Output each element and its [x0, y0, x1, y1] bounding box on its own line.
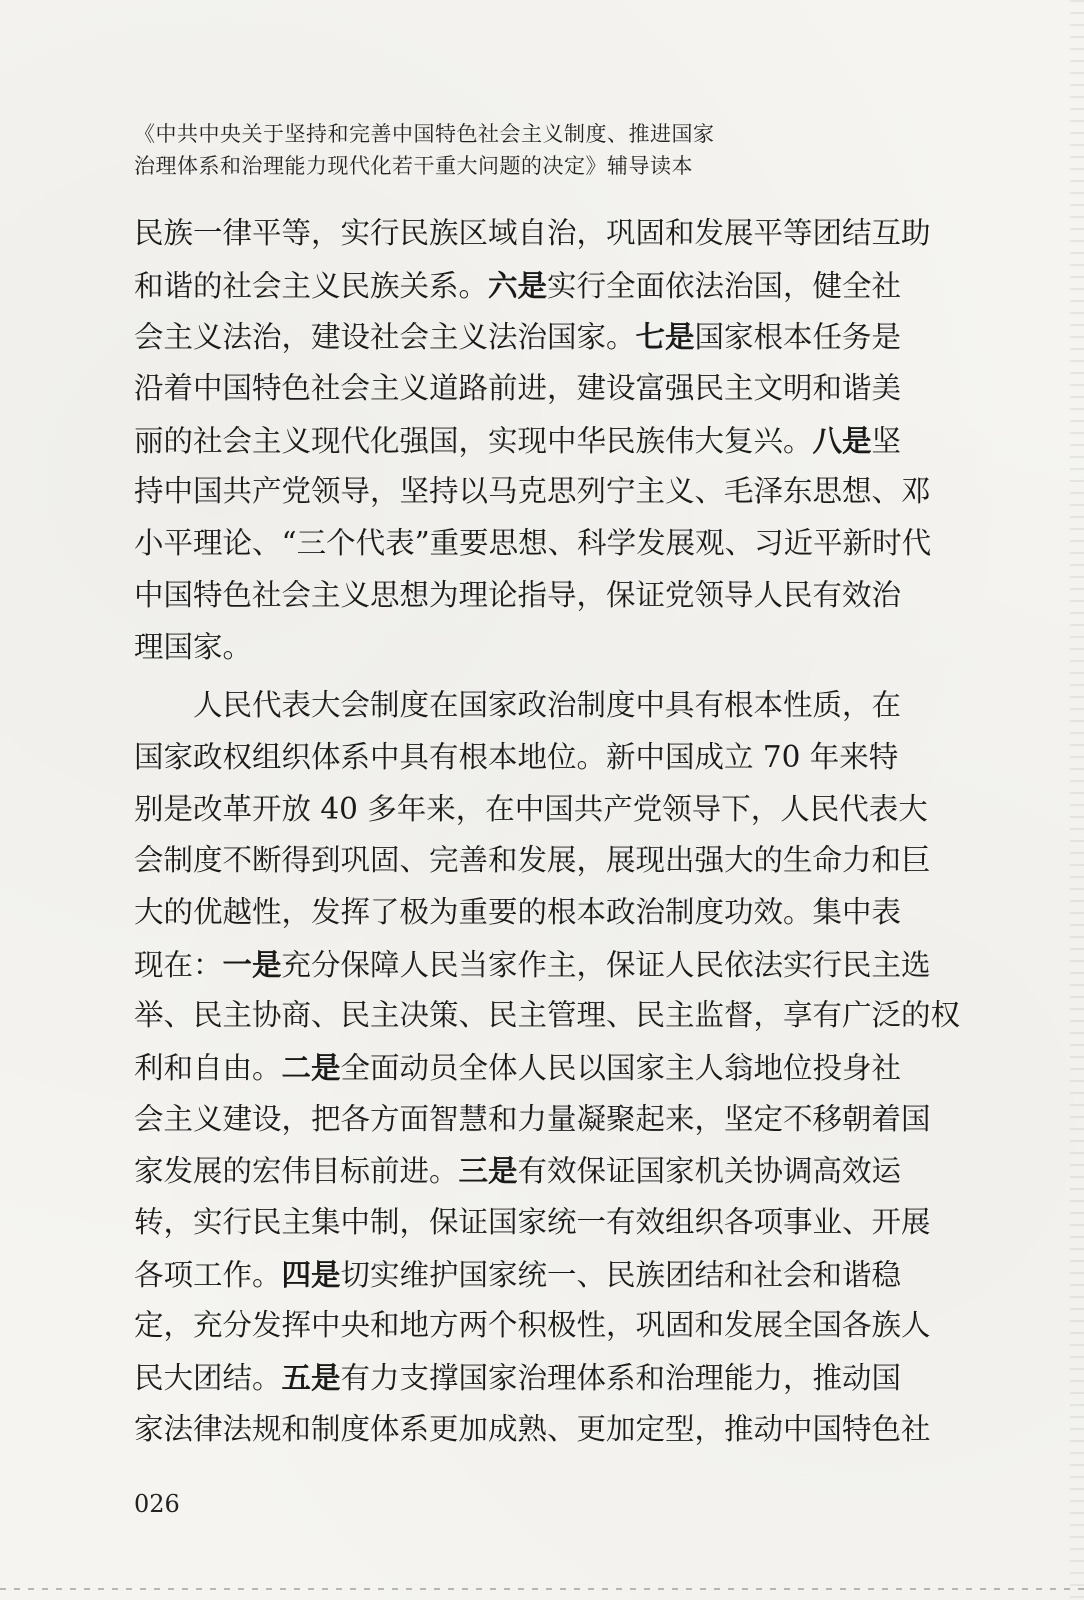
bold-lead: 四是: [281, 1256, 341, 1292]
bold-lead: 六是: [488, 267, 548, 303]
text-line: 大的优越性，发挥了极为重要的根本政治制度功效。集中表: [134, 894, 902, 929]
text-line: 会主义建设，把各方面智慧和力量凝聚起来，坚定不移朝着国: [134, 1101, 931, 1136]
bold-lead: 三是: [458, 1153, 518, 1189]
text-span: 民大团结。: [134, 1361, 282, 1396]
text-line: 理国家。: [134, 629, 253, 664]
bold-lead: 五是: [281, 1360, 341, 1396]
running-header-line-2: 治理体系和治理能力现代化若干重大问题的决定》辅导读本: [134, 154, 693, 178]
text-line: [134, 415, 954, 467]
text-line: 持中国共产党领导，坚持以马克思列宁主义、毛泽东思想、邓: [134, 474, 931, 509]
text-line: 会制度不断得到巩固、完善和发展，展现出强大的生命力和巨: [134, 843, 931, 878]
bold-lead: 二是: [281, 1050, 341, 1085]
text-span: 坚: [871, 423, 902, 458]
paragraph-gap: [134, 673, 954, 680]
text-span: 家发展的宏伟目标前进。: [134, 1154, 459, 1189]
running-header-line-1: 《中共中央关于坚持和完善中国特色社会主义制度、推进国家: [134, 122, 715, 146]
text-line: [134, 1352, 954, 1404]
text-span: 利和自由。: [134, 1051, 282, 1085]
page-number: 026: [134, 1490, 180, 1518]
text-span: 会主义法治，建设社会主义法治国家。: [134, 320, 636, 355]
scan-bottom-artifact: [0, 1588, 1084, 1590]
text-span: 国家根本任务是: [694, 320, 902, 355]
text-span: 有力支撑国家治理体系和治理能力，推动国: [340, 1361, 902, 1396]
text-span: 和谐的社会主义民族关系。: [134, 268, 489, 303]
text-line: 沿着中国特色社会主义道路前进，建设富强民主文明和谐美: [134, 371, 902, 406]
text-line: 别是改革开放 40 多年来，在中国共产党领导下，人民代表大: [134, 791, 928, 826]
text-span: 全面动员全体人民以国家主人翁地位投身社: [340, 1051, 902, 1085]
text-line: 民族一律平等，实行民族区域自治，巩固和发展平等团结互助: [134, 216, 931, 250]
body-text: [134, 208, 961, 1456]
text-line: 人民代表大会制度在国家政治制度中具有根本性质，在: [193, 688, 902, 723]
text-span: 有效保证国家机关协调高效运: [517, 1154, 902, 1189]
text-line: 转，实行民主集中制，保证国家统一有效组织各项事业、开展: [134, 1205, 931, 1240]
text-line: 中国特色社会主义思想为理论指导，保证党领导人民有效治: [134, 577, 902, 612]
scan-edge-artifact: [1070, 0, 1084, 1600]
text-line: [134, 1249, 954, 1301]
text-line: [134, 939, 954, 991]
text-span: 现在：: [134, 947, 223, 982]
text-span: 丽的社会主义现代化强国，实现中华民族伟大复兴。: [134, 423, 813, 458]
text-line: 家法律法规和制度体系更加成熟、更加定型，推动中国特色社: [134, 1411, 931, 1446]
text-line: [134, 311, 954, 363]
text-span: 充分保障人民当家作主，保证人民依法实行民主选: [281, 947, 931, 982]
running-header: [134, 118, 934, 182]
bold-lead: 八是: [812, 422, 872, 458]
text-line: 小平理论、“三个代表”重要思想、科学发展观、习近平新时代: [134, 526, 932, 561]
text-span: 实行全面依法治国，健全社: [547, 268, 902, 303]
text-line: 定，充分发挥中央和地方两个积极性，巩固和发展全国各族人: [134, 1308, 931, 1343]
text-span: 各项工作。: [134, 1257, 282, 1292]
bold-lead: 七是: [635, 319, 695, 355]
bold-lead: 一是: [222, 946, 282, 982]
text-line: [134, 1042, 954, 1094]
text-line: 举、民主协商、民主决策、民主管理、民主监督，享有广泛的权: [134, 998, 961, 1033]
text-line: 国家政权组织体系中具有根本地位。新中国成立 70 年来特: [134, 739, 899, 774]
text-span: 切实维护国家统一、民族团结和社会和谐稳: [340, 1257, 902, 1292]
text-line: [134, 1145, 954, 1197]
text-line: [134, 260, 954, 312]
